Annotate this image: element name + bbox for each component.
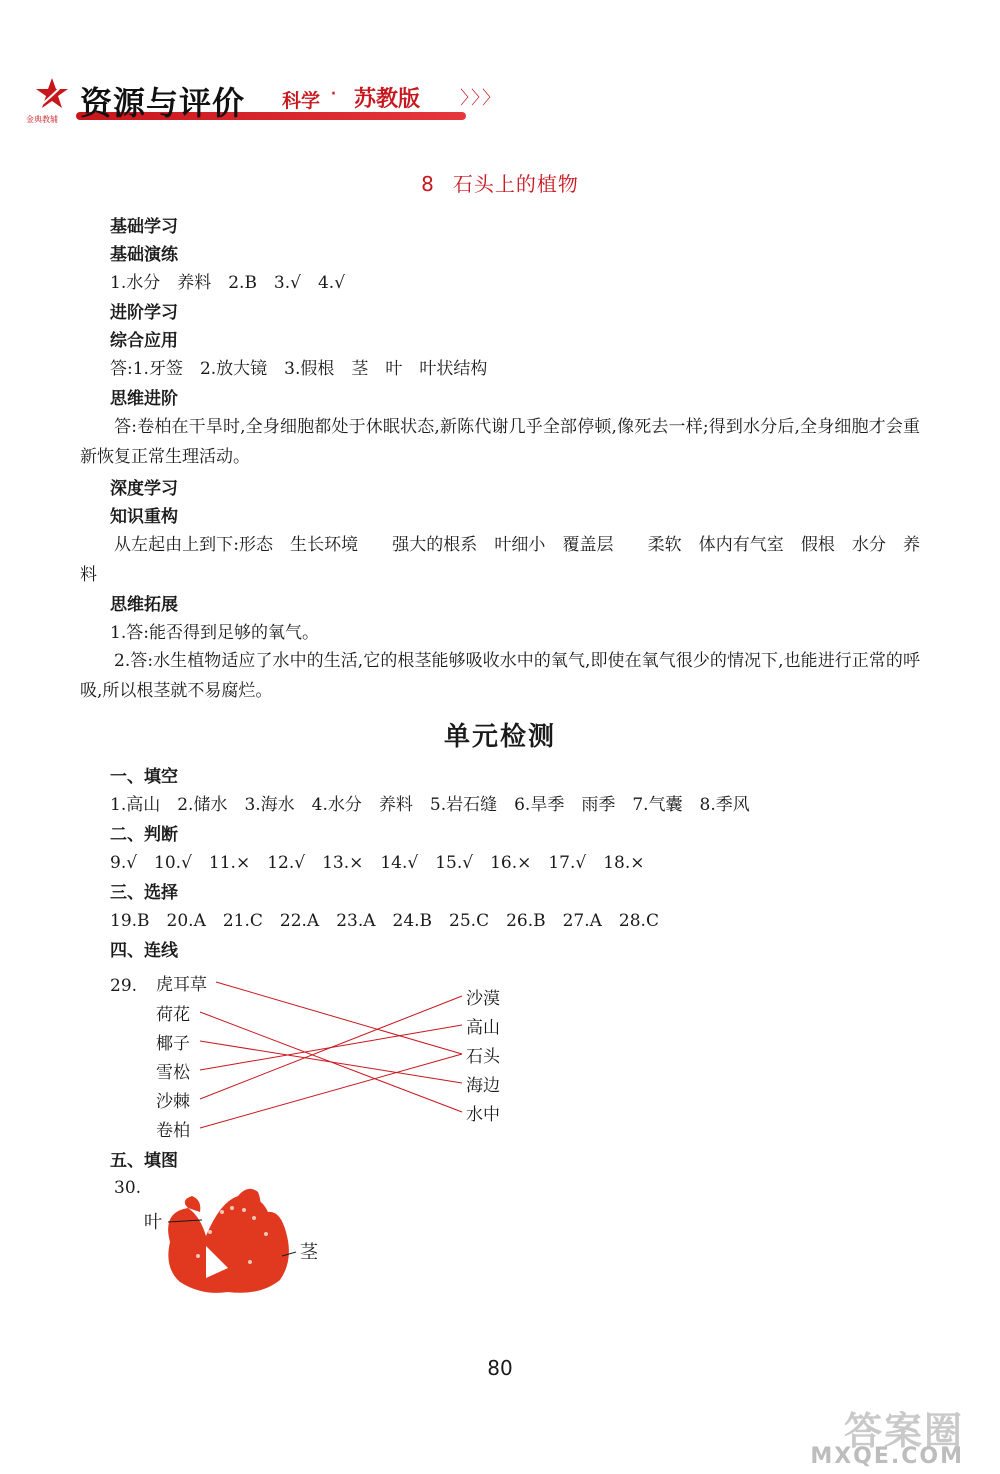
heading-thinking-extension: 思维拓展: [110, 595, 178, 615]
match-line: [216, 982, 462, 1054]
watermark-url: MXQE.COM: [810, 1444, 964, 1469]
chapter-title: [0, 168, 1000, 197]
heading-matching: 四、连线: [110, 941, 178, 961]
heading-true-false: 二、判断: [110, 825, 178, 845]
matching-lines: [110, 966, 530, 1146]
answer-true-false: 9.√ 10.√ 11.× 12.√ 13.× 14.√ 15.√ 16.× 17.√ 18.×: [110, 853, 645, 873]
heading-knowledge-rebuild: 知识重构: [110, 507, 178, 527]
heading-basic-learning: 基础学习: [110, 217, 178, 237]
matching-left-item: 卷柏: [156, 1121, 190, 1141]
unit-test-title: 单元检测: [443, 722, 556, 752]
chapter-name: 石头上的植物: [452, 172, 579, 196]
matching-left-item: 椰子: [156, 1034, 190, 1054]
logo-subtitle: 金典教辅: [26, 115, 58, 124]
subject-label: 科学: [282, 90, 321, 112]
answer-basic-practice: 1.水分 养料 2.B 3.√ 4.√: [110, 273, 346, 293]
heading-deep-learning: 深度学习: [110, 479, 178, 499]
heading-comprehensive-application: 综合应用: [110, 331, 178, 351]
matching-right-item: 海边: [466, 1076, 500, 1096]
matching-left-item: 沙棘: [156, 1092, 190, 1112]
edition-label: 苏教版: [354, 87, 421, 112]
heading-basic-practice: 基础演练: [110, 245, 178, 265]
heading-fill-blank: 一、填空: [110, 767, 178, 787]
matching-right-item: 高山: [466, 1018, 500, 1038]
label-leaf: 叶: [144, 1212, 162, 1233]
matching-exercise: [110, 966, 530, 1146]
heading-thinking-advance: 思维进阶: [110, 389, 178, 409]
answer-thinking-extension-1: 1.答:能否得到足够的氧气。: [110, 623, 319, 643]
matching-left-item: 荷花: [156, 1005, 190, 1025]
answer-thinking-extension-2-text: 2.答:水生植物适应了水中的生活,它的根茎能够吸收水中的氧气,即使在氧气很少的情况下,也能进行正常的呼吸,所以根茎就不易腐烂。: [80, 651, 920, 701]
matching-right-item: 沙漠: [466, 989, 500, 1009]
plant-illustration: [110, 1172, 350, 1302]
matching-right-item: 水中: [466, 1105, 500, 1125]
book-header: [20, 72, 502, 132]
header-arrows: 〉〉〉: [460, 88, 502, 109]
heading-fill-figure: 五、填图: [110, 1151, 178, 1171]
heading-multiple-choice: 三、选择: [110, 883, 178, 903]
match-line: [200, 1054, 462, 1128]
chapter-number: 8: [421, 172, 435, 196]
answer-comprehensive-application: 答:1.牙签 2.放大镜 3.假根 茎 叶 叶状结构: [110, 359, 488, 379]
matching-number: 29.: [110, 976, 138, 996]
watermark: [770, 1400, 970, 1470]
answer-knowledge-rebuild-text: 从左起由上到下:形态 生长环境 强大的根系 叶细小 覆盖层 柔软 体内有气室 假根 水分 养料: [80, 535, 920, 585]
answer-multiple-choice: 19.B 20.A 21.C 22.A 23.A 24.B 25.C 26.B 27.A 28.C: [110, 911, 659, 931]
heading-advanced-learning: 进阶学习: [110, 303, 178, 323]
watermark-logo-text: 答案圈: [843, 1409, 964, 1453]
book-title: 资源与评价: [80, 84, 246, 122]
matching-right-item: 石头: [466, 1047, 500, 1067]
answer-thinking-extension-2: [80, 646, 920, 706]
label-stem: 茎: [300, 1242, 318, 1263]
figure-number: 30.: [114, 1178, 142, 1198]
answer-knowledge-rebuild: [80, 530, 920, 590]
matching-left-item: 虎耳草: [156, 975, 207, 995]
header-dot: ·: [330, 82, 337, 107]
answer-thinking-advance: [80, 412, 920, 472]
page-number: 80: [487, 1356, 513, 1380]
answer-fill-blank: 1.高山 2.储水 3.海水 4.水分 养料 5.岩石缝 6.旱季 雨季 7.气囊 8.季风: [110, 795, 750, 815]
answer-thinking-advance-text: 答:卷柏在干旱时,全身细胞都处于休眠状态,新陈代谢几乎全部停顿,像死去一样;得到水分后,全身细胞才会重新恢复正常生理活动。: [80, 417, 920, 467]
star-logo-icon: [32, 76, 72, 112]
matching-left-item: 雪松: [156, 1063, 190, 1083]
plant-figure: [110, 1172, 350, 1302]
